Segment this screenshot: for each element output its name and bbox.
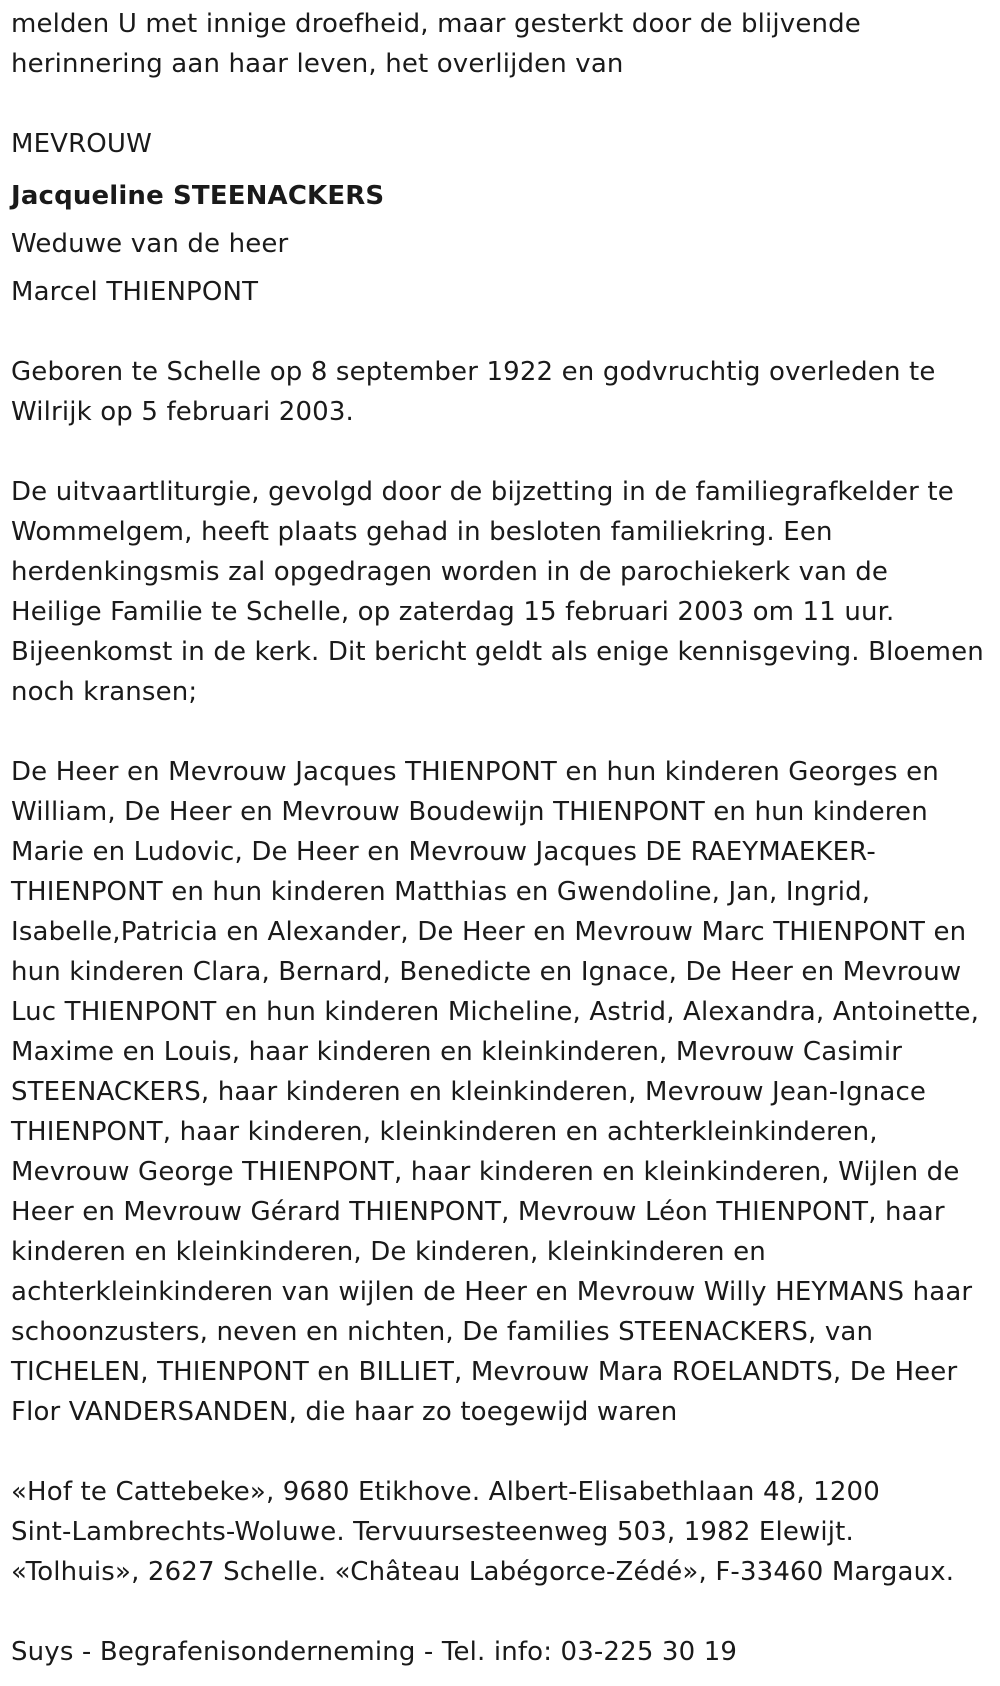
family-list: De Heer en Mevrouw Jacques THIENPONT en hun kinderen Georges en William, De Heer en Mevrouw Boudewijn THIENPONT en hun kinderen Marie en Ludovic, De Heer en Mevrouw Jacques DE RAEYMAEKER- THIENPONT en hun kinderen Matthias en Gwendoline, Jan, Ingrid, Isabelle,Patricia en Alexander, De Heer en Mevrouw Marc THIENPONT en hun kinderen Clara, Bernard, Benedicte en Ignace, De Heer en Mevrouw Luc THIENPONT en hun kinderen Micheline, Astrid, Alexandra, Antoinette, Maxime en Louis, haar kinderen en kleinkinderen, Mevrouw Casimir STEENACKERS, haar kinderen en kleinkinderen, Mevrouw Jean-Ignace THIENPONT, haar kinderen, kleinkinderen en achterkleinkinderen, Mevrouw George THIENPONT, haar kinderen en kleinkinderen, Wijlen de Heer en Mevrouw Gérard THIENPONT, Mevrouw Léon THIENPONT, haar kinderen en kleinkinderen, De kinderen, kleinkinderen en achterkleinkinderen van wijlen de Heer en Mevrouw Willy HEYMANS haar schoonzusters, neven en nichten, De families STEENACKERS, van TICHELEN, THIENPONT en BILLIET, Mevrouw Mara ROELANDTS, De Heer Flor VANDERSANDEN, die haar zo toegewijd waren [11, 757, 980, 1427]
deceased-block [11, 124, 986, 316]
birth-death-text: Geboren te Schelle op 8 september 1922 en godvruchtig overleden te Wilrijk op 5 februari 2003. [11, 357, 936, 427]
deceased-name: Jacqueline STEENACKERS [11, 181, 385, 211]
intro-text: melden U met innige droefheid, maar gesterkt door de blijvende herinnering aan haar leven, het overlijden van [11, 9, 861, 79]
deceased-spouse: Marcel THIENPONT [11, 277, 259, 307]
deceased-title: MEVROUW [11, 129, 152, 159]
death-notice [11, 4, 986, 1672]
ceremony-text: De uitvaartliturgie, gevolgd door de bijzetting in de familiegrafkelder te Wommelgem, heeft plaats gehad in besloten familiekring. Een herdenkingsmis zal opgedragen worden in de parochiekerk van de Heilige Familie te Schelle, op zaterdag 15 februari 2003 om 11 uur. Bijeenkomst in de kerk. Dit bericht geldt als enige kennisgeving. Bloemen noch kransen; [11, 477, 984, 707]
addresses-text: «Hof te Cattebeke», 9680 Etikhove. Albert-Elisabethlaan 48, 1200 Sint-Lambrechts-Woluwe. Tervuursesteenweg 503, 1982 Elewijt. «Tolhuis», 2627 Schelle. «Château Labégorce-Zédé», F-33460 Margaux. [11, 1477, 955, 1587]
funeral-home-text: Suys - Begrafenisonderneming - Tel. info: 03-225 30 19 [11, 1637, 738, 1667]
deceased-relation: Weduwe van de heer [11, 229, 289, 259]
